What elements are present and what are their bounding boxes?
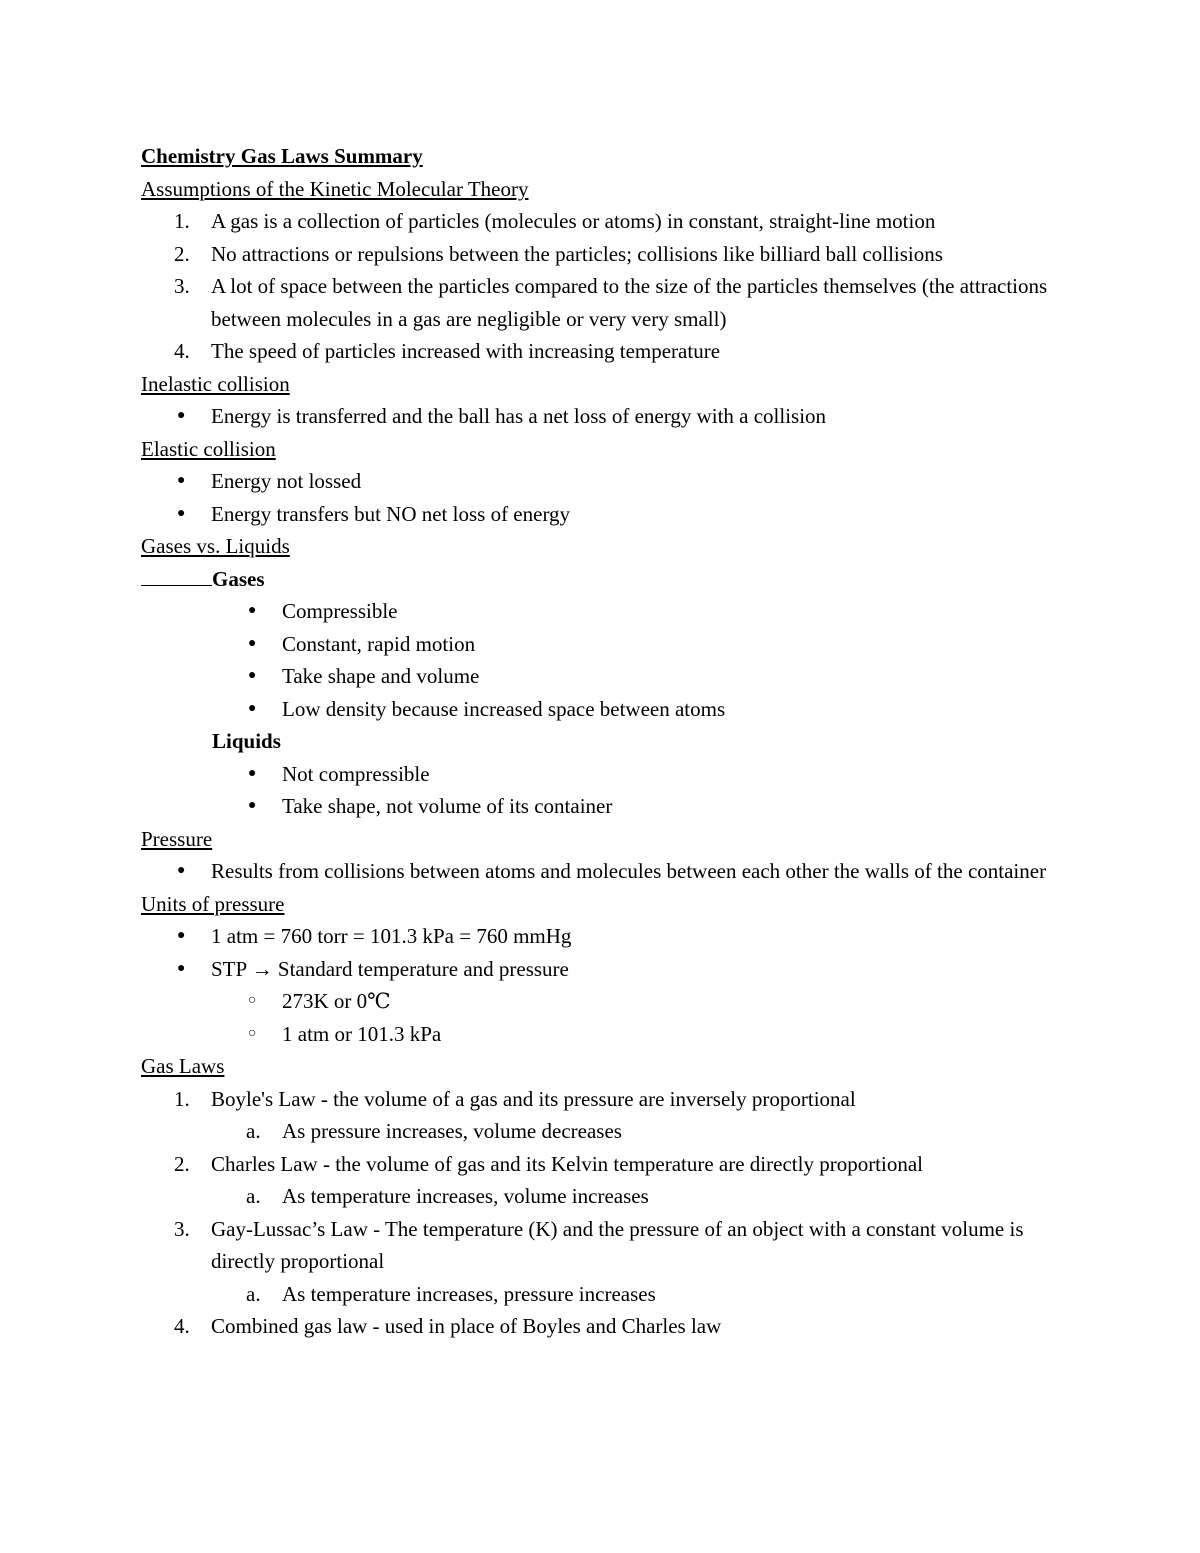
list-item [141, 920, 1081, 953]
list-item [141, 1310, 1081, 1343]
list-number: 2. [174, 241, 190, 266]
bullet-icon: ● [177, 505, 186, 521]
list-letter: a. [246, 1184, 261, 1208]
list-item-text: 1 atm = 760 torr = 101.3 kPa = 760 mmHg [211, 924, 572, 948]
list-item [141, 335, 1081, 368]
list-item-text: Take shape and volume [282, 664, 480, 688]
list-item [141, 953, 1081, 986]
list-item-text: Charles Law - the volume of gas and its Kelvin temperature are directly proportional [211, 1151, 924, 1176]
list-item [141, 790, 1081, 823]
list-item-text: As temperature increases, volume increases [282, 1184, 649, 1208]
subheading-gases [141, 563, 1081, 596]
circle-bullet-icon: ○ [248, 1025, 257, 1041]
list-number: 1. [174, 1086, 190, 1111]
list-letter: a. [246, 1281, 261, 1306]
bullet-icon: ● [177, 408, 186, 423]
list-number: 3. [174, 274, 190, 298]
list-item [141, 205, 1081, 238]
list-item-text: Boyle's Law - the volume of a gas and its pressure are inversely proportional [211, 1086, 856, 1111]
list-item [141, 1148, 1081, 1181]
list-item-text: The speed of particles increased with increasing temperature [211, 339, 721, 363]
list-item [141, 595, 1081, 628]
list-number: 2. [174, 1151, 190, 1176]
list-item [141, 498, 1081, 531]
bullet-icon: ● [177, 473, 186, 488]
list-item [141, 985, 1081, 1018]
list-item [141, 270, 1081, 335]
list-item-text: Gay-Lussac’s Law - The temperature (K) and the pressure of an object with a constant volume is directly proportional [211, 1216, 1024, 1273]
heading-kmt: Assumptions of the Kinetic Molecular Theory [141, 176, 529, 201]
list-number: 4. [174, 339, 190, 363]
list-item-text: Energy is transferred and the ball has a net loss of energy with a collision [211, 404, 827, 428]
heading-gas-laws: Gas Laws [141, 1054, 225, 1078]
list-item [141, 758, 1081, 791]
bullet-icon: ● [177, 928, 186, 943]
list-item-text: STP → Standard temperature and pressure [211, 956, 569, 981]
underline-blank [141, 563, 212, 586]
list-item-text: Energy transfers but NO net loss of energy [211, 501, 571, 526]
list-item [141, 628, 1081, 661]
bullet-icon: ● [177, 863, 186, 878]
list-item-text: Constant, rapid motion [282, 631, 476, 656]
list-item [141, 1180, 1081, 1213]
circle-bullet-icon: ○ [248, 993, 257, 1008]
list-item [141, 1278, 1081, 1311]
list-item-text: 273K or 0℃ [282, 989, 391, 1013]
list-item [141, 1115, 1081, 1148]
list-item-text: As temperature increases, pressure increases [282, 1281, 656, 1306]
list-number: 3. [174, 1216, 190, 1241]
list-letter: a. [246, 1119, 261, 1143]
heading-gases-vs-liquids: Gases vs. Liquids [141, 534, 290, 558]
list-item-text: Energy not lossed [211, 469, 362, 493]
list-item [141, 660, 1081, 693]
bullet-icon: ● [177, 960, 186, 976]
list-item-text: No attractions or repulsions between the particles; collisions like billiard ball collisions [211, 241, 943, 266]
list-item-text: Results from collisions between atoms and molecules between each other the walls of the container [211, 859, 1047, 883]
bullet-icon: ● [248, 765, 257, 781]
heading-inelastic-collision: Inelastic collision [141, 371, 290, 396]
bullet-icon: ● [248, 700, 257, 716]
subheading-liquids: Liquids [212, 729, 281, 753]
list-item-text: A lot of space between the particles compared to the size of the particles themselves (the attractions between molecules in a gas are negligible or very very small) [211, 274, 1048, 331]
list-item-text: 1 atm or 101.3 kPa [282, 1021, 442, 1046]
heading-units-of-pressure: Units of pressure [141, 891, 285, 916]
list-number: 1. [174, 209, 190, 233]
list-item-text: As pressure increases, volume decreases [282, 1119, 622, 1143]
heading-pressure: Pressure [141, 826, 213, 851]
list-item [141, 465, 1081, 498]
list-item-text: A gas is a collection of particles (molecules or atoms) in constant, straight-line motion [211, 209, 936, 233]
bullet-icon: ● [248, 668, 257, 683]
list-item [141, 400, 1081, 433]
list-item [141, 1083, 1081, 1116]
bullet-icon: ● [248, 635, 257, 651]
document-page [141, 140, 1081, 1343]
bullet-icon: ● [248, 603, 257, 618]
list-item-text: Compressible [282, 599, 398, 623]
list-item [141, 1018, 1081, 1051]
list-item [141, 693, 1081, 726]
heading-elastic-collision: Elastic collision [141, 436, 276, 461]
list-item [141, 1213, 1081, 1278]
list-item [141, 238, 1081, 271]
list-item [141, 855, 1081, 888]
list-item-text: Combined gas law - used in place of Boyles and Charles law [211, 1314, 722, 1338]
list-item-text: Take shape, not volume of its container [282, 794, 613, 818]
subheading-gases-label: Gases [212, 566, 265, 591]
list-item-text: Not compressible [282, 761, 430, 786]
list-number: 4. [174, 1314, 190, 1338]
bullet-icon: ● [248, 798, 257, 813]
document-title: Chemistry Gas Laws Summary [141, 144, 423, 168]
list-item-text: Low density because increased space between atoms [282, 696, 726, 721]
